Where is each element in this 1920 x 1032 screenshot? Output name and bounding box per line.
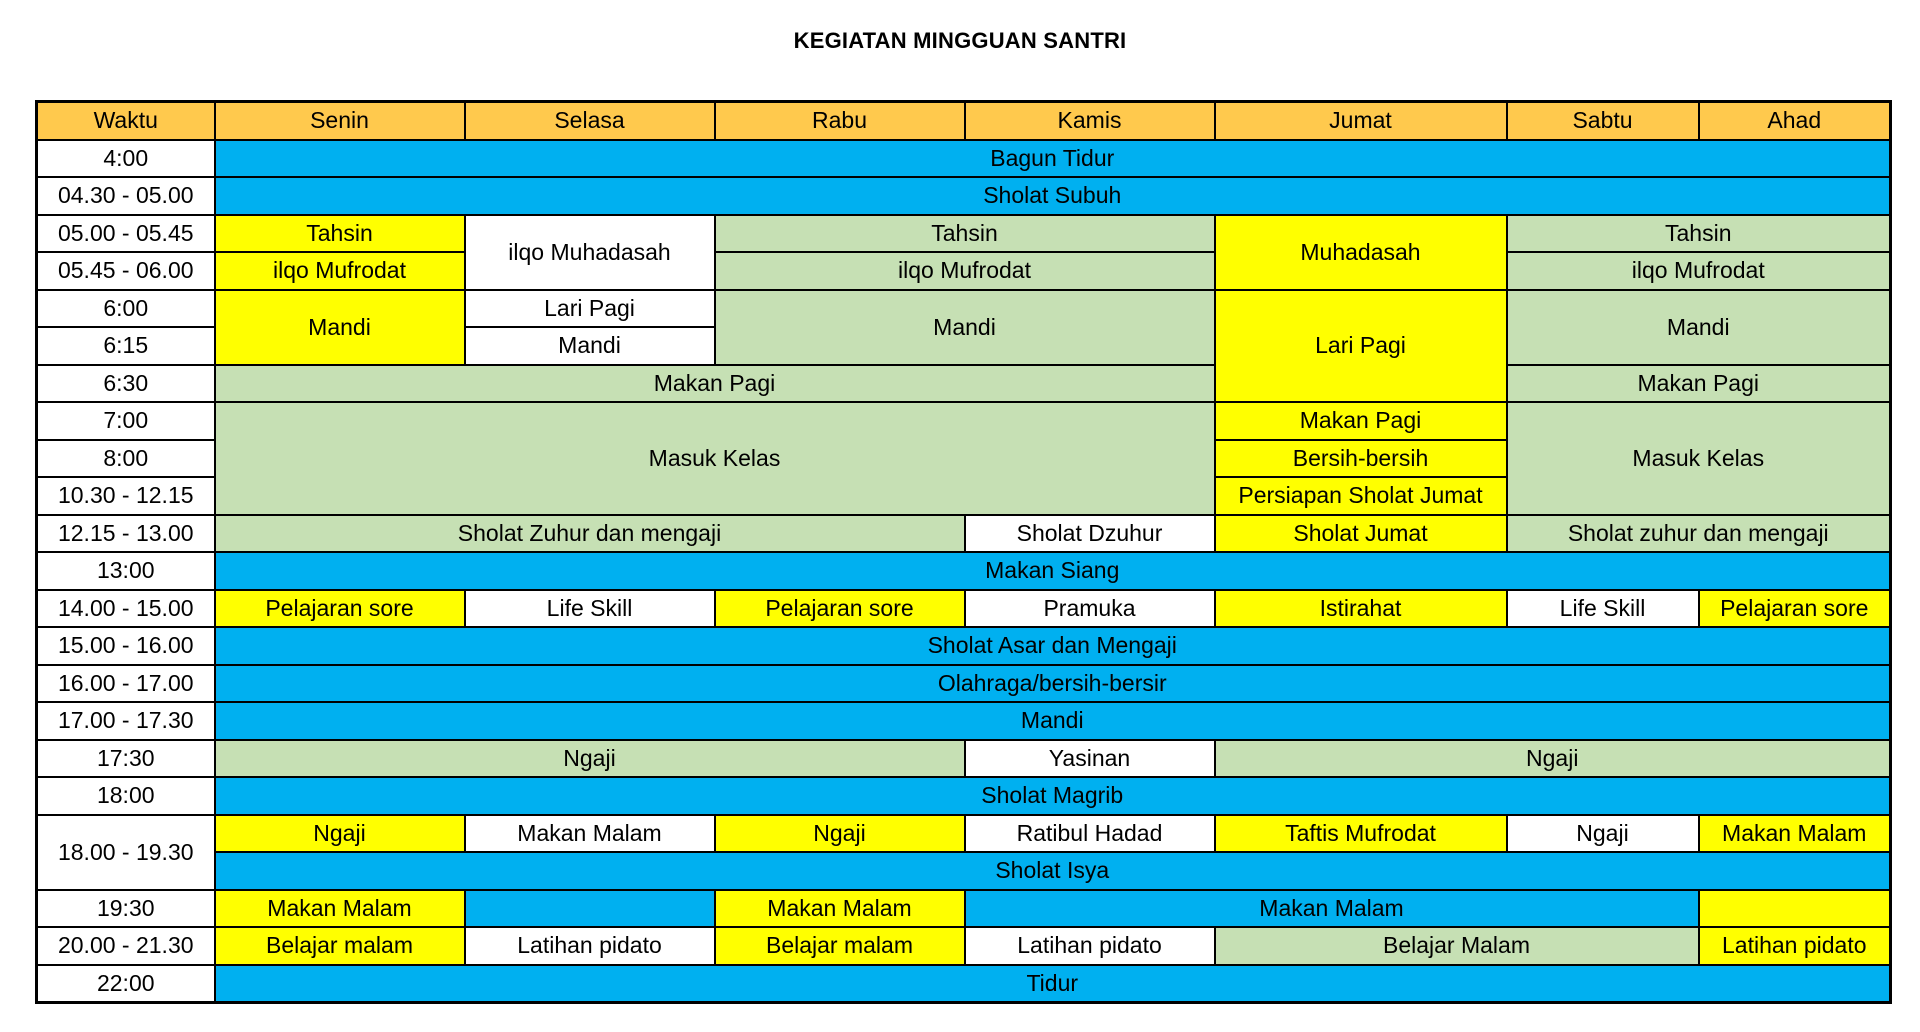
- table-row: [37, 215, 1891, 253]
- activity-cell: [1699, 890, 1891, 928]
- table-row: [37, 590, 1891, 628]
- activity-cell: Belajar malam: [215, 927, 465, 965]
- activity-cell: Makan Malam: [1699, 815, 1891, 853]
- activity-cell: Makan Pagi: [1507, 365, 1891, 403]
- table-row: [37, 927, 1891, 965]
- activity-cell: Masuk Kelas: [1507, 402, 1891, 515]
- activity-cell: Olahraga/bersih-bersir: [215, 665, 1891, 703]
- header-rabu: Rabu: [715, 102, 965, 140]
- table-row: [37, 890, 1891, 928]
- activity-cell: Bagun Tidur: [215, 140, 1891, 178]
- table-row: [37, 290, 1891, 328]
- table-row: [37, 627, 1891, 665]
- activity-cell: Taftis Mufrodat: [1215, 815, 1507, 853]
- activity-cell: Bersih-bersih: [1215, 440, 1507, 478]
- activity-cell: Makan Malam: [215, 890, 465, 928]
- activity-cell: Pramuka: [965, 590, 1215, 628]
- table-row: [37, 515, 1891, 553]
- activity-cell: ilqo Mufrodat: [715, 252, 1215, 290]
- time-cell: 17:30: [37, 740, 215, 778]
- activity-cell: Sholat Isya: [215, 852, 1891, 890]
- activity-cell: Life Skill: [1507, 590, 1699, 628]
- activity-cell: Life Skill: [465, 590, 715, 628]
- time-cell: 12.15 - 13.00: [37, 515, 215, 553]
- activity-cell: Persiapan Sholat Jumat: [1215, 477, 1507, 515]
- time-cell: 05.00 - 05.45: [37, 215, 215, 253]
- activity-cell: Sholat Dzuhur: [965, 515, 1215, 553]
- activity-cell: Ratibul Hadad: [965, 815, 1215, 853]
- table-row: [37, 365, 1891, 403]
- time-cell: 15.00 - 16.00: [37, 627, 215, 665]
- activity-cell: Sholat Asar dan Mengaji: [215, 627, 1891, 665]
- activity-cell: Sholat zuhur dan mengaji: [1507, 515, 1891, 553]
- activity-cell: Belajar Malam: [1215, 927, 1699, 965]
- table-row: [37, 140, 1891, 178]
- activity-cell: Pelajaran sore: [215, 590, 465, 628]
- weekly-schedule-table: [35, 100, 1892, 1004]
- table-row: [37, 740, 1891, 778]
- table-row: [37, 665, 1891, 703]
- header-sabtu: Sabtu: [1507, 102, 1699, 140]
- activity-cell: Lari Pagi: [465, 290, 715, 328]
- activity-cell: Tahsin: [215, 215, 465, 253]
- time-cell: 16.00 - 17.00: [37, 665, 215, 703]
- activity-cell: Makan Malam: [965, 890, 1699, 928]
- table-row: [37, 177, 1891, 215]
- table-row: [37, 702, 1891, 740]
- activity-cell: Muhadasah: [1215, 215, 1507, 290]
- activity-cell: Ngaji: [1215, 740, 1891, 778]
- header-selasa: Selasa: [465, 102, 715, 140]
- table-row: [37, 402, 1891, 440]
- activity-cell: Mandi: [215, 290, 465, 365]
- time-cell: 6:15: [37, 327, 215, 365]
- activity-cell: Ngaji: [1507, 815, 1699, 853]
- activity-cell: Makan Malam: [465, 815, 715, 853]
- time-cell: 8:00: [37, 440, 215, 478]
- activity-cell: Pelajaran sore: [1699, 590, 1891, 628]
- activity-cell: Makan Siang: [215, 552, 1891, 590]
- activity-cell: ilqo Mufrodat: [215, 252, 465, 290]
- activity-cell: ilqo Muhadasah: [465, 215, 715, 290]
- time-cell: 14.00 - 15.00: [37, 590, 215, 628]
- activity-cell: Yasinan: [965, 740, 1215, 778]
- time-cell: 05.45 - 06.00: [37, 252, 215, 290]
- activity-cell: ilqo Mufrodat: [1507, 252, 1891, 290]
- activity-cell: Tahsin: [715, 215, 1215, 253]
- activity-cell: Latihan pidato: [1699, 927, 1891, 965]
- activity-cell: Mandi: [465, 327, 715, 365]
- activity-cell: Makan Malam: [715, 890, 965, 928]
- activity-cell: Istirahat: [1215, 590, 1507, 628]
- activity-cell: [465, 890, 715, 928]
- time-cell: 13:00: [37, 552, 215, 590]
- activity-cell: Sholat Magrib: [215, 777, 1891, 815]
- header-waktu: Waktu: [37, 102, 215, 140]
- table-row: [37, 552, 1891, 590]
- activity-cell: Latihan pidato: [965, 927, 1215, 965]
- activity-cell: Tidur: [215, 965, 1891, 1003]
- activity-cell: Sholat Jumat: [1215, 515, 1507, 553]
- time-cell: 18.00 - 19.30: [37, 815, 215, 890]
- activity-cell: Lari Pagi: [1215, 290, 1507, 403]
- table-row: [37, 965, 1891, 1003]
- time-cell: 19:30: [37, 890, 215, 928]
- header-jumat: Jumat: [1215, 102, 1507, 140]
- activity-cell: Makan Pagi: [1215, 402, 1507, 440]
- table-row: [37, 815, 1891, 853]
- activity-cell: Mandi: [1507, 290, 1891, 365]
- activity-cell: Tahsin: [1507, 215, 1891, 253]
- header-ahad: Ahad: [1699, 102, 1891, 140]
- activity-cell: Ngaji: [715, 815, 965, 853]
- table-row: [37, 252, 1891, 290]
- table-row: [37, 777, 1891, 815]
- activity-cell: Sholat Zuhur dan mengaji: [215, 515, 965, 553]
- activity-cell: Pelajaran sore: [715, 590, 965, 628]
- activity-cell: Sholat Subuh: [215, 177, 1891, 215]
- header-senin: Senin: [215, 102, 465, 140]
- activity-cell: Mandi: [215, 702, 1891, 740]
- activity-cell: Belajar malam: [715, 927, 965, 965]
- activity-cell: Masuk Kelas: [215, 402, 1215, 515]
- page-title: KEGIATAN MINGGUAN SANTRI: [793, 28, 1127, 53]
- time-cell: 6:00: [37, 290, 215, 328]
- time-cell: 10.30 - 12.15: [37, 477, 215, 515]
- time-cell: 4:00: [37, 140, 215, 178]
- activity-cell: Latihan pidato: [465, 927, 715, 965]
- time-cell: 7:00: [37, 402, 215, 440]
- time-cell: 20.00 - 21.30: [37, 927, 215, 965]
- table-row: [37, 852, 1891, 890]
- time-cell: 18:00: [37, 777, 215, 815]
- header-kamis: Kamis: [965, 102, 1215, 140]
- time-cell: 04.30 - 05.00: [37, 177, 215, 215]
- time-cell: 6:30: [37, 365, 215, 403]
- activity-cell: Ngaji: [215, 740, 965, 778]
- header-row: [37, 102, 1891, 140]
- activity-cell: Mandi: [715, 290, 1215, 365]
- time-cell: 22:00: [37, 965, 215, 1003]
- time-cell: 17.00 - 17.30: [37, 702, 215, 740]
- activity-cell: Makan Pagi: [215, 365, 1215, 403]
- activity-cell: Ngaji: [215, 815, 465, 853]
